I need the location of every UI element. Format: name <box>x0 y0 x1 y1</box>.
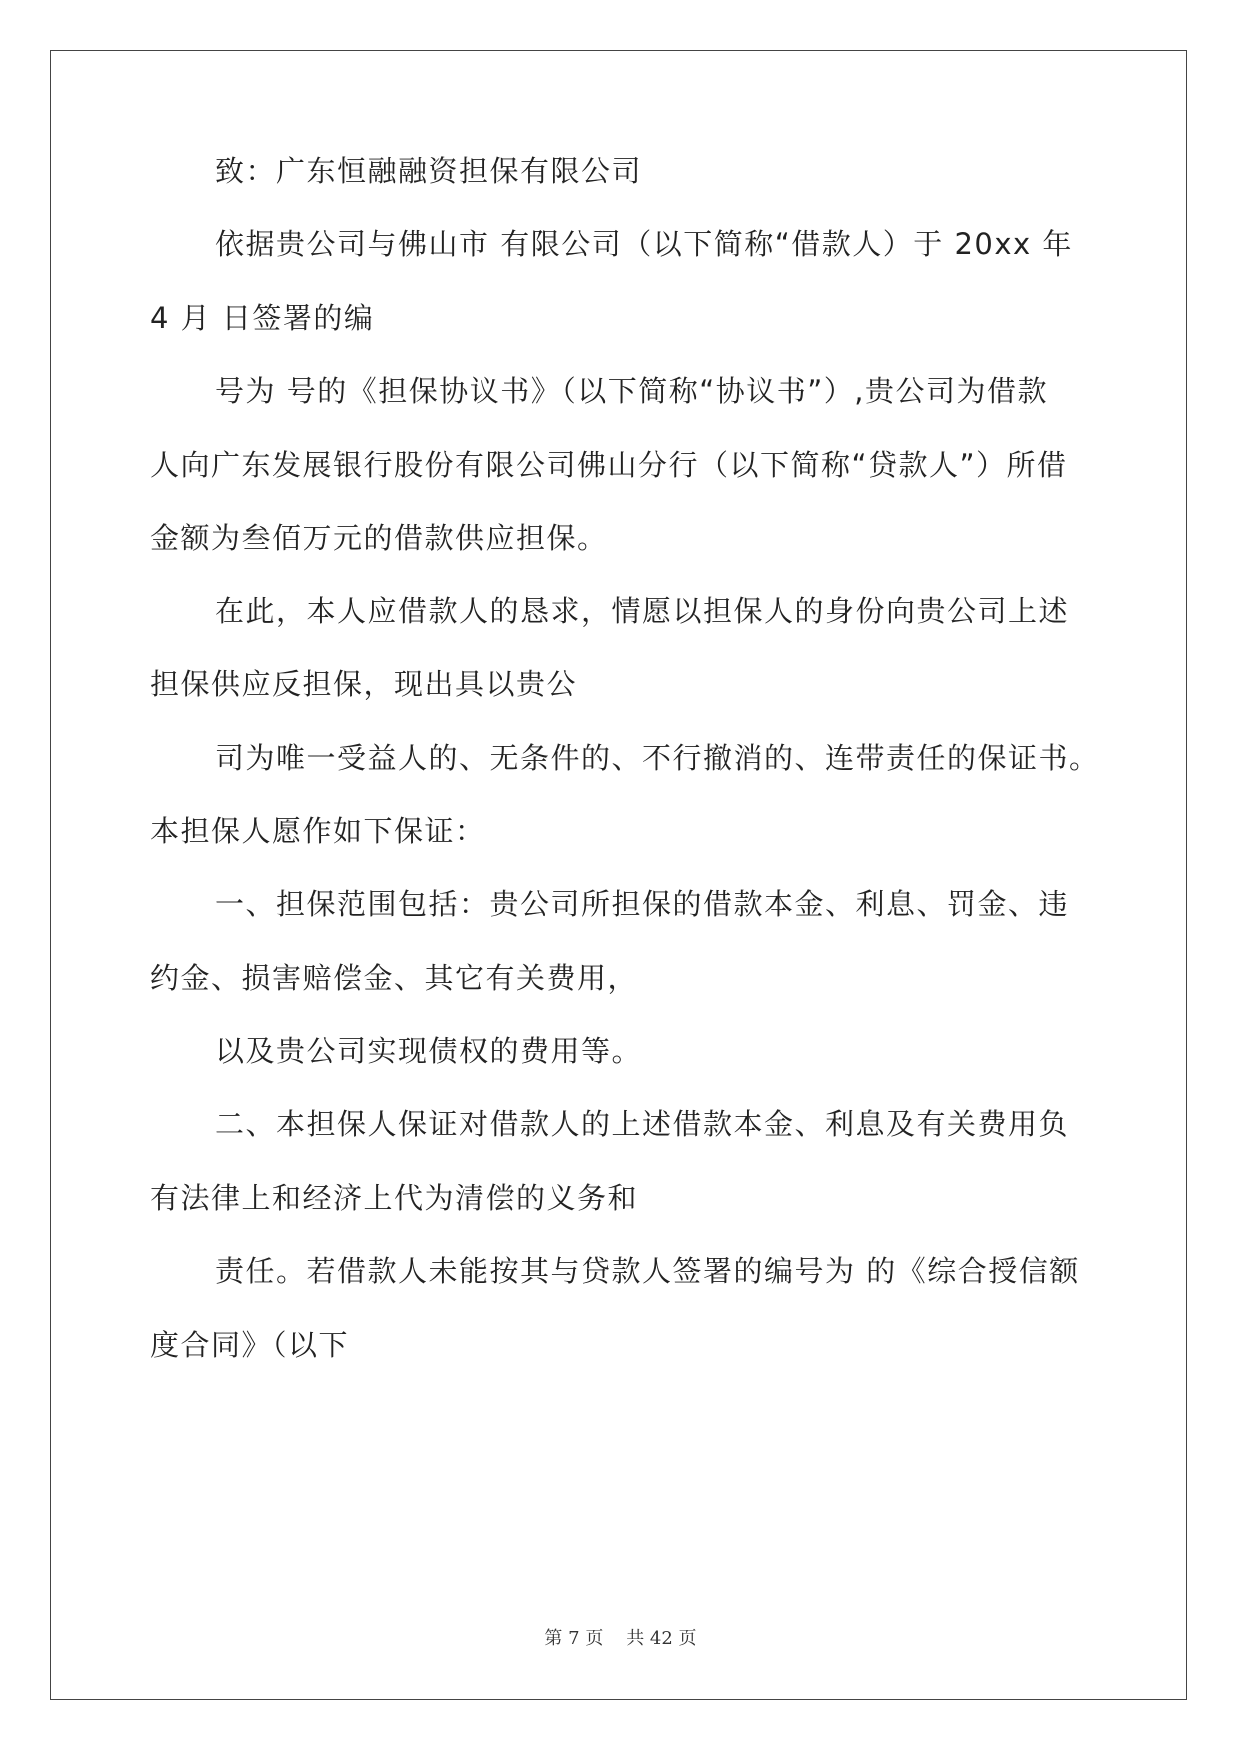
body-line: 人向广东发展银行股份有限公司佛山分行（以下简称“贷款人”）所借 <box>150 448 1068 482</box>
body-line: 本担保人愿作如下保证： <box>150 814 486 848</box>
body-line: 号为 号的《担保协议书》（以下简称“协议书”）,贵公司为借款 <box>215 374 1048 408</box>
addressee-line: 致：广东恒融融资担保有限公司 <box>215 154 643 188</box>
body-line: 依据贵公司与佛山市 有限公司（以下简称“借款人）于 20xx 年 <box>215 227 1073 261</box>
body-line: 约金、损害赔偿金、其它有关费用， <box>150 961 639 995</box>
body-line: 担保供应反担保，现出具以贵公 <box>150 667 578 701</box>
body-line: 司为唯一受益人的、无条件的、不行撤消的、连带责任的保证书。 <box>215 741 1100 775</box>
body-line: 责任。若借款人未能按其与贷款人签署的编号为 的《综合授信额 <box>215 1254 1080 1288</box>
body-line: 4 月 日签署的编 <box>150 301 375 335</box>
page-border <box>50 50 1187 1700</box>
body-line: 二、本担保人保证对借款人的上述借款本金、利息及有关费用负 <box>215 1107 1070 1141</box>
page-number: 第 7 页 共 42 页 <box>544 1628 697 1649</box>
body-line: 在此，本人应借款人的恳求，情愿以担保人的身份向贵公司上述 <box>215 594 1070 628</box>
body-line: 一、担保范围包括：贵公司所担保的借款本金、利息、罚金、违 <box>215 887 1070 921</box>
body-line: 金额为叁佰万元的借款供应担保。 <box>150 521 608 555</box>
body-line: 有法律上和经济上代为清偿的义务和 <box>150 1181 639 1215</box>
body-line: 以及贵公司实现债权的费用等。 <box>215 1034 643 1068</box>
body-line: 度合同》（以下 <box>150 1328 350 1362</box>
